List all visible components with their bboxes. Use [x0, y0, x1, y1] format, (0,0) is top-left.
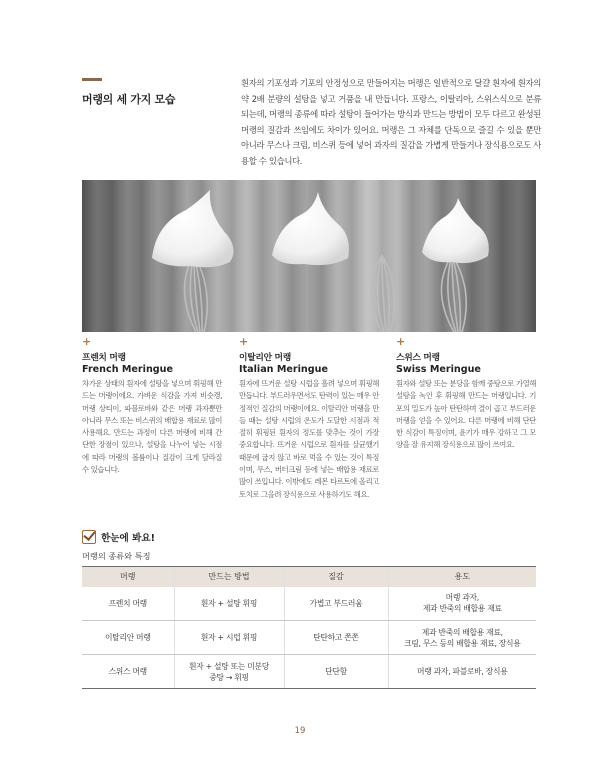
- table-row: [82, 587, 536, 621]
- cell-method: [174, 655, 284, 689]
- checkbox-icon: [82, 530, 96, 544]
- meringue-name-ko: 이탈리안 머랭: [239, 353, 291, 363]
- section-title: 머랭의 세 가지 모습: [82, 93, 176, 106]
- meringue-name-en: Swiss Meringue: [396, 364, 481, 375]
- meringue-description: 흰자에 뜨거운 설탕 시럽을 흘려 넣으며 휘핑해 만듭니다. 부드러우면서도 탄력이 있는 매우 안정적인 질감의 머랭이에요. 이탈리안 머랭을 만들 때는 설탕 시럽의 온도가 도달한 시점과 적절히 휘핑된 흰자의 정도를 맞추는 것이 가장 중요합니다. 뜨거운 시럽으로 흰자를 살균했기 때문에 굽지 않고 바로 먹을 수 있는 것이 특징이며, 무스, 버터크림 등에 넣는 배합용 재료로 많이 쓰입니다. 이밖에도 레몬 타르트에 올리고 토치로 그을려 장식용으로 사용하기도 해요.: [239, 379, 379, 499]
- plus-icon: +: [239, 335, 249, 348]
- method-line: 중탕 → 휘핑: [209, 672, 249, 682]
- page-number: 19: [294, 726, 306, 736]
- usage-line: 크림, 무스 등의 배합용 재료, 장식용: [404, 638, 521, 648]
- meringue-description: 흰자와 설탕 또는 분당을 함께 중탕으로 가열해 설탕을 녹인 후 휘핑해 만드는 머랭입니다. 기포의 밀도가 높아 탄탄하며 결이 곱고 부드러운 머랭을 얻을 수 있어요. 다른 머랭에 비해 단단한 식감이 특징이며, 윤기가 매우 강하고 그 모양을 잘 유지해 장식용으로 많이 쓰여요.: [396, 379, 536, 450]
- cell-usage: [388, 587, 536, 621]
- plus-icon: +: [396, 335, 406, 348]
- summary-heading: [82, 530, 155, 544]
- method-line: 흰자 + 설탕 또는 미분당: [188, 661, 270, 671]
- cell-method: [174, 587, 284, 621]
- header-cell: 용도: [388, 567, 536, 587]
- header-cell: 만드는 방법: [174, 567, 284, 587]
- summary-title: 한눈에 봐요!: [101, 533, 156, 544]
- method-line: 흰자 + 설탕 휘핑: [200, 598, 258, 608]
- meringue-name-ko: 프렌치 머랭: [82, 353, 126, 363]
- cell-texture: 단단함: [284, 655, 388, 689]
- usage-line: 머랭 과자, 파블로바, 장식용: [417, 667, 508, 676]
- cell-texture: 가볍고 부드러움: [284, 587, 388, 621]
- cell-usage: [388, 655, 536, 689]
- meringue-description: 차가운 상태의 흰자에 설탕을 넣으며 휘핑해 만드는 머랭이에요. 가벼운 식감을 가져 비슷캥, 머랭 상티이, 파블로바와 같은 머랭 과자뿐만 아니라 무스 또는 비스퀴의 배합용 재료로 많이 사용해요. 만드는 과정이 다른 머랭에 비해 간단한 장점이 있으나, 설탕을 나누어 넣는 시점에 따라 머랭의 볼륨이나 질감이 크게 달라질 수 있습니다.: [82, 379, 222, 475]
- cell-type: 프렌치 머랭: [82, 587, 174, 621]
- table-header-row: [82, 567, 536, 587]
- header-cell: 질감: [284, 567, 388, 587]
- table-row: [82, 655, 536, 689]
- meringue-card-swiss: [396, 336, 536, 452]
- plus-icon: +: [82, 335, 92, 348]
- cell-texture: 탄탄하고 쫀쫀: [284, 621, 388, 655]
- meringue-name-ko: 스위스 머랭: [396, 353, 440, 363]
- meringue-card-french: [82, 336, 222, 476]
- meringue-name-en: Italian Meringue: [239, 364, 328, 375]
- method-line: 흰자 + 시럽 휘핑: [200, 633, 258, 642]
- usage-line: 제과 반죽의 배합용 재료,: [421, 627, 503, 637]
- cell-type: 이탈리안 머랭: [82, 621, 174, 655]
- cell-type: 스위스 머랭: [82, 655, 174, 689]
- usage-line: 제과 반죽의 배합용 재료: [422, 604, 502, 614]
- meringue-card-italian: [239, 336, 379, 501]
- meringue-comparison-table: [82, 566, 536, 689]
- header-cell: 머랭: [82, 567, 174, 587]
- intro-paragraph: 흰자의 기포성과 기포의 안정성으로 만들어지는 머랭은 일반적으로 달걀 흰자에 흰자의 약 2배 분량의 설탕을 넣고 거품을 내 만듭니다. 프랑스, 이탈리아, 스위스식으로 분류되는데, 머랭의 종류에 따라 설탕이 들어가는 방식과 만드는 방법이 모두 다르고 완성된 머랭의 질감과 쓰임에도 차이가 있어요. 머랭은 그 자체를 단독으로 즐길 수 있을 뿐만 아니라 무스나 크림, 비스퀴 등에 넣어 과자의 질감을 가볍게 만들거나 장식용으로도 사용할 수 있습니다.: [241, 78, 541, 166]
- cell-usage: [388, 621, 536, 655]
- section-title-rule: [82, 78, 102, 81]
- usage-line: 머랭 과자,: [445, 593, 479, 603]
- cell-method: [174, 621, 284, 655]
- table-row: [82, 621, 536, 655]
- meringue-name-en: French Meringue: [82, 364, 173, 375]
- table-caption: 머랭의 종류와 특징: [82, 551, 151, 561]
- whisk-meringue-photo: [82, 180, 536, 332]
